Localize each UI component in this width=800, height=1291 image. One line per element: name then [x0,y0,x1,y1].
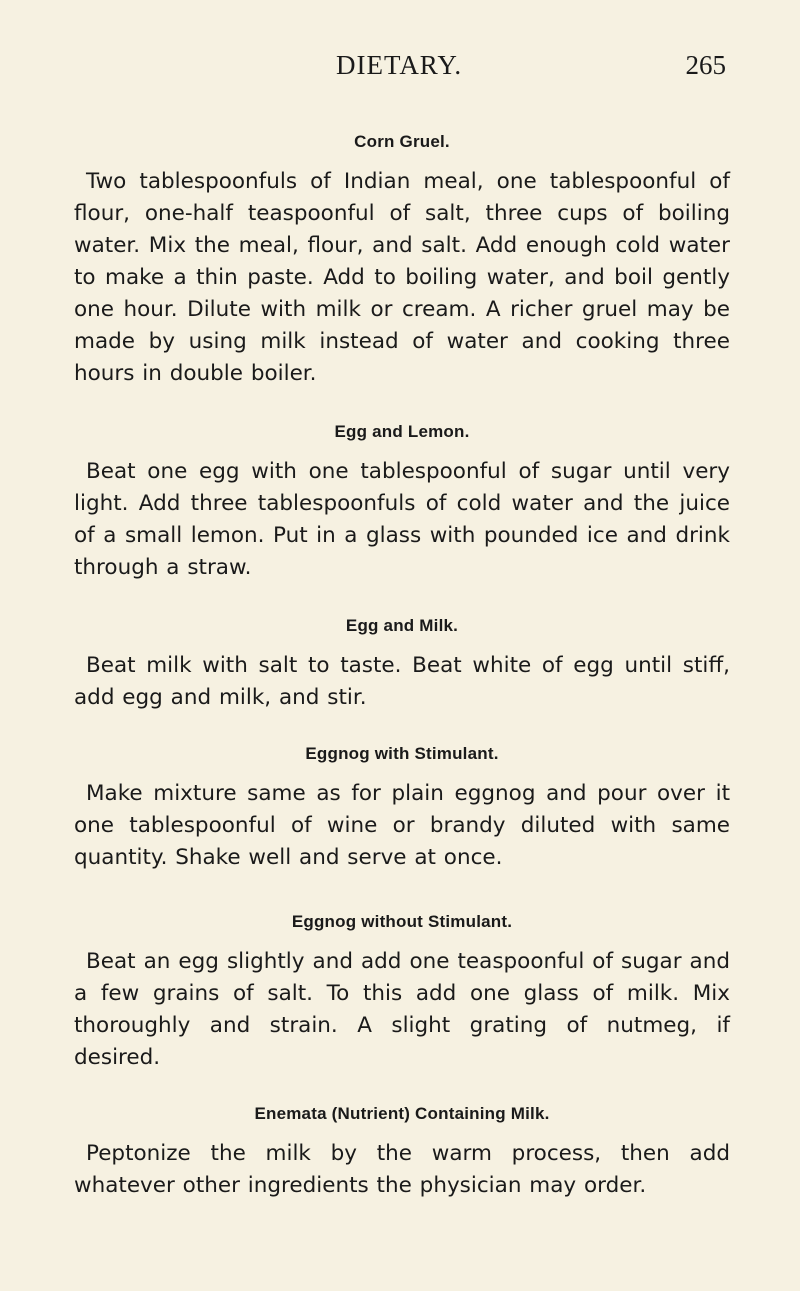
recipe-title: Eggnog without Stimulant. [291,912,513,931]
recipe-text: Beat one egg with one tablespoonful of sugar until very light. Add three tablespoonfuls of cold water and the juice of a small lemon. Put in a glass with pounded ice and drink through a straw. [74,459,730,580]
recipe-enemata-containing-milk [74,1104,730,1202]
recipe-title: Egg and Milk. [345,616,459,635]
recipe-title: Eggnog with Stimulant. [305,744,499,763]
recipe-text: Beat milk with salt to taste. Beat white of egg until stiff, add egg and milk, and stir. [74,653,730,710]
running-head [74,50,730,86]
recipe-title: Corn Gruel. [354,132,450,151]
recipe-egg-and-milk [74,616,730,714]
recipe-eggnog-with-stimulant [74,744,730,874]
recipe-text: Two tablespoonfuls of Indian meal, one tablespoonful of flour, one-half teaspoonful of salt, three cups of boiling water. Mix the meal, flour, and salt. Add enough cold water to make a thin paste. Add to boiling water, and boil gently one hour. Dilute with milk or cream. A richer gruel may be made by using milk instead of water and cooking three hours in double boiler. [74,169,730,386]
recipe-corn-gruel [74,132,730,390]
recipe-text: Beat an egg slightly and add one teaspoonful of sugar and a few grains of salt. To this add one glass of milk. Mix thoroughly and strain. A slight grating of nutmeg, if desired. [74,949,730,1070]
recipe-text: Peptonize the milk by the warm process, then add whatever other ingredients the physician may order. [74,1141,730,1198]
recipe-egg-and-lemon [74,422,730,584]
page-number: 265 [685,50,726,80]
running-title: DIETARY. [336,50,463,80]
recipe-title: Enemata (Nutrient) Containing Milk. [254,1104,550,1123]
recipe-text: Make mixture same as for plain eggnog and pour over it one tablespoonful of wine or brandy diluted with same quantity. Shake well and serve at once. [74,781,730,870]
recipe-eggnog-without-stimulant [74,912,730,1074]
recipe-title: Egg and Lemon. [334,422,470,441]
